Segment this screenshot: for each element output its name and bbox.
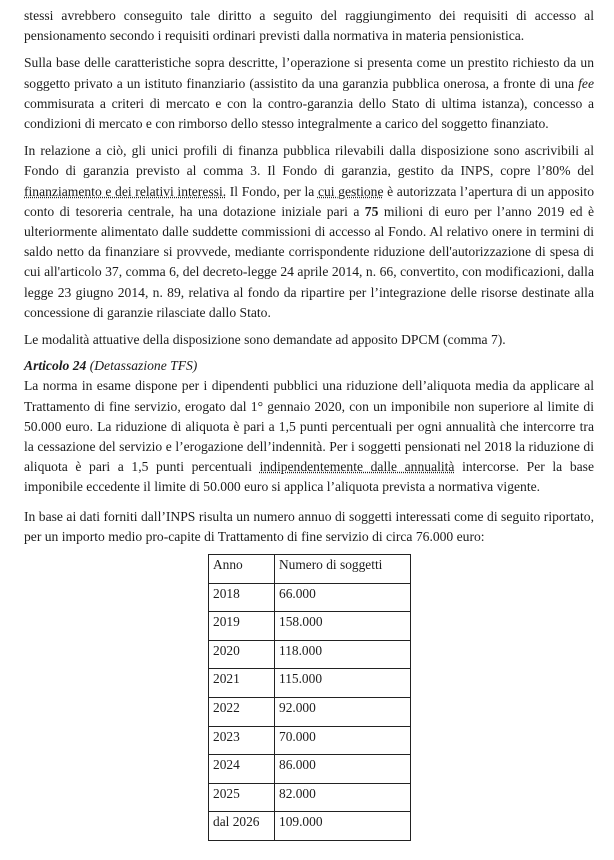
table-row (209, 755, 411, 784)
table-header-cell-anno: Anno (209, 555, 275, 584)
table-cell-numero: 158.000 (275, 612, 411, 641)
paragraph-fondo-text-a: In relazione a ciò, gli unici profili di finanza pubblica rilevabili dalla disposizione sono ascrivibili al Fondo di garanzia previsto al comma 3. Il Fondo di garanzia, gestito da INPS, copre l’80% del (24, 143, 594, 179)
paragraph-fondo-text-b: Il Fondo, per la (226, 183, 318, 199)
table-row (209, 697, 411, 726)
fee-term: fee (578, 75, 594, 91)
article-heading (24, 356, 594, 376)
table-cell-anno: 2019 (209, 612, 275, 641)
paragraph-prestito-text-a: Sulla base delle caratteristiche sopra descritte, l’operazione si presenta come un prestito richiesto da un soggetto privato a un istituto finanziario (assistito da una garanzia pubblica onerosa, a fronte di una (24, 55, 594, 91)
table-row (209, 583, 411, 612)
table-cell-numero: 66.000 (275, 583, 411, 612)
paragraph-fondo-text-c: è autorizzata l’apertura di un apposito conto di tesoreria centrale, ha una dotazione iniziale pari a (24, 183, 594, 219)
underlined-gestione: cui gestione (317, 183, 384, 199)
table-cell-anno: 2022 (209, 697, 275, 726)
table-cell-anno: dal 2026 (209, 812, 275, 841)
underlined-finanziamento: finanziamento e dei relativi interessi. (24, 183, 227, 199)
table-row (209, 783, 411, 812)
table-cell-numero: 115.000 (275, 669, 411, 698)
table-row (209, 812, 411, 841)
paragraph-norma-tfs (24, 376, 594, 497)
table-cell-anno: 2021 (209, 669, 275, 698)
table-cell-numero: 82.000 (275, 783, 411, 812)
table-row (209, 612, 411, 641)
article-number: Articolo 24 (24, 358, 87, 374)
table-cell-numero: 92.000 (275, 697, 411, 726)
table-cell-numero: 70.000 (275, 726, 411, 755)
beneficiaries-table (208, 554, 411, 841)
underlined-indipendentemente: indipendentemente dalle annualità (259, 459, 455, 475)
paragraph-dpcm: Le modalità attuative della disposizione sono demandate ad apposito DPCM (comma 7). (24, 332, 506, 348)
table-header-row (209, 555, 411, 584)
table-cell-anno: 2025 (209, 783, 275, 812)
dotazione-amount: 75 (364, 203, 379, 219)
table-cell-numero: 86.000 (275, 755, 411, 784)
paragraph-prestito-text-b: commisurata a criteri di mercato e con la contro-garanzia dello Stato di ultima istanza), concesso a condizioni di mercato e con rimborso dello stesso integralmente a carico del soggetto finanziato. (24, 95, 594, 132)
paragraph-fondo-text-d: milioni di euro per l’anno 2019 ed è ulteriormente alimentato dalle suddette commissioni di accesso al Fondo. Al relativo onere in termini di saldo netto da finanziare si provvede, mediante corrispondente riduzione dell'autorizzazione di spesa di cui all'articolo 37, comma 6, del decreto-legge 24 aprile 2014, n. 66, convertito, con modificazioni, dalla legge 23 giugno 2014, n. 89, relativa al fondo da ripartire per l’integrazione delle risorse destinate alla concessione di garanzie rilasciate dallo Stato. (24, 203, 595, 320)
paragraph-norma-text-b: intercorse. Per la base imponibile eccedente il limite di 50.000 euro si applica l’aliquota prevista a normativa vigente. (24, 459, 594, 495)
table-cell-anno: 2020 (209, 640, 275, 669)
table-cell-anno: 2023 (209, 726, 275, 755)
table-cell-anno: 2018 (209, 583, 275, 612)
paragraph-dati-inps: In base ai dati forniti dall’INPS risulta un numero annuo di soggetti interessati come di seguito riportato, per un importo medio pro-capite di Trattamento di fine servizio di circa 76.000 euro: (24, 508, 594, 544)
table-cell-numero: 109.000 (275, 812, 411, 841)
paragraph-prestito (24, 53, 594, 134)
table-cell-anno: 2024 (209, 755, 275, 784)
table-row (209, 640, 411, 669)
paragraph-fondo-garanzia (24, 141, 594, 323)
table-cell-numero: 118.000 (275, 640, 411, 669)
paragraph-pensionamento: stessi avrebbero conseguito tale diritto a seguito del raggiungimento dei requisiti di accesso al pensionamento secondo i requisiti ordinari previsti dalla normativa in materia pensionistica. (24, 8, 594, 44)
article-subtitle: (Detassazione TFS) (86, 358, 198, 374)
document-page (24, 0, 594, 547)
paragraph-norma-text-a: La norma in esame dispone per i dipendenti pubblici una riduzione dell’aliquota media da applicare al Trattamento di fine servizio, erogato dal 1° gennaio 2020, con un imponibile non superiore al limite di 50.000 euro. La riduzione di aliquota è pari a 1,5 punti percentuali per ogni annualità che intercorre tra la cessazione del servizio e l’erogazione dell’indennità. Per i soggetti pensionati nel 2018 la riduzione di aliquota è pari a 1,5 punti percentuali (24, 378, 594, 475)
table-row (209, 669, 411, 698)
table-header-cell-numero: Numero di soggetti (275, 555, 411, 584)
table-row (209, 726, 411, 755)
